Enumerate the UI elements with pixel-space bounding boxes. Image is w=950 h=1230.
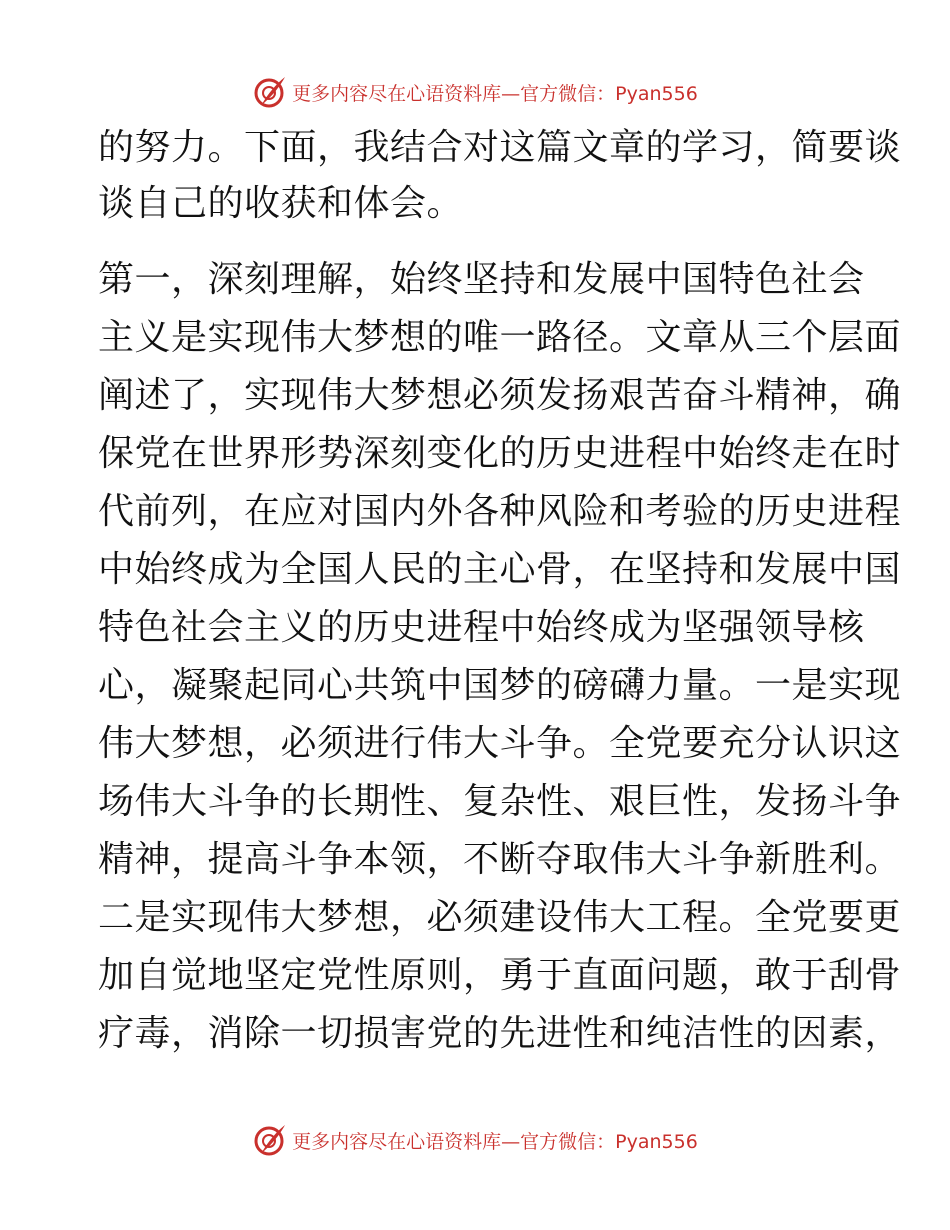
text-line: 谈自己的收获和体会。 xyxy=(98,183,464,224)
footer-wechat-id: Pyan556 xyxy=(615,1130,698,1153)
text-line: 特色社会主义的历史进程中始终成为坚强领导核 xyxy=(98,607,865,648)
text-line: 场伟大斗争的长期性、复杂性、艰巨性，发扬斗争 xyxy=(98,781,902,822)
text-line: 第一，深刻理解，始终坚持和发展中国特色社会 xyxy=(98,259,865,300)
feather-logo-icon xyxy=(252,1122,288,1158)
text-line: 代前列，在应对国内外各种风险和考验的历史进程 xyxy=(98,491,902,532)
text-line: 伟大梦想，必须进行伟大斗争。全党要充分认识这 xyxy=(98,723,902,764)
text-line: 精神，提高斗争本领，不断夺取伟大斗争新胜利。 xyxy=(98,839,902,880)
text-line: 中始终成为全国人民的主心骨，在坚持和发展中国 xyxy=(98,549,902,590)
text-line: 保党在世界形势深刻变化的历史进程中始终走在时 xyxy=(98,433,902,474)
text-line: 疗毒，消除一切损害党的先进性和纯洁性的因素， xyxy=(98,1013,902,1054)
text-line: 心，凝聚起同心共筑中国梦的磅礴力量。一是实现 xyxy=(98,665,902,706)
text-line: 阐述了，实现伟大梦想必须发扬艰苦奋斗精神，确 xyxy=(98,375,902,416)
footer-watermark-text: 更多内容尽在心语资料库—官方微信：Pyan556 xyxy=(292,1130,698,1153)
footer-watermark xyxy=(0,1120,950,1160)
header-watermark xyxy=(0,72,950,112)
text-line: 主义是实现伟大梦想的唯一路径。文章从三个层面 xyxy=(98,317,902,358)
feather-logo-icon xyxy=(252,74,288,110)
text-line: 二是实现伟大梦想，必须建设伟大工程。全党要更 xyxy=(98,897,902,938)
header-watermark-text: 更多内容尽在心语资料库—官方微信：Pyan556 xyxy=(292,82,698,105)
text-line: 的努力。下面，我结合对这篇文章的学习，简要谈 xyxy=(98,127,902,168)
text-line: 加自觉地坚定党性原则，勇于直面问题，敢于刮骨 xyxy=(98,955,902,996)
header-wechat-id: Pyan556 xyxy=(615,82,698,105)
